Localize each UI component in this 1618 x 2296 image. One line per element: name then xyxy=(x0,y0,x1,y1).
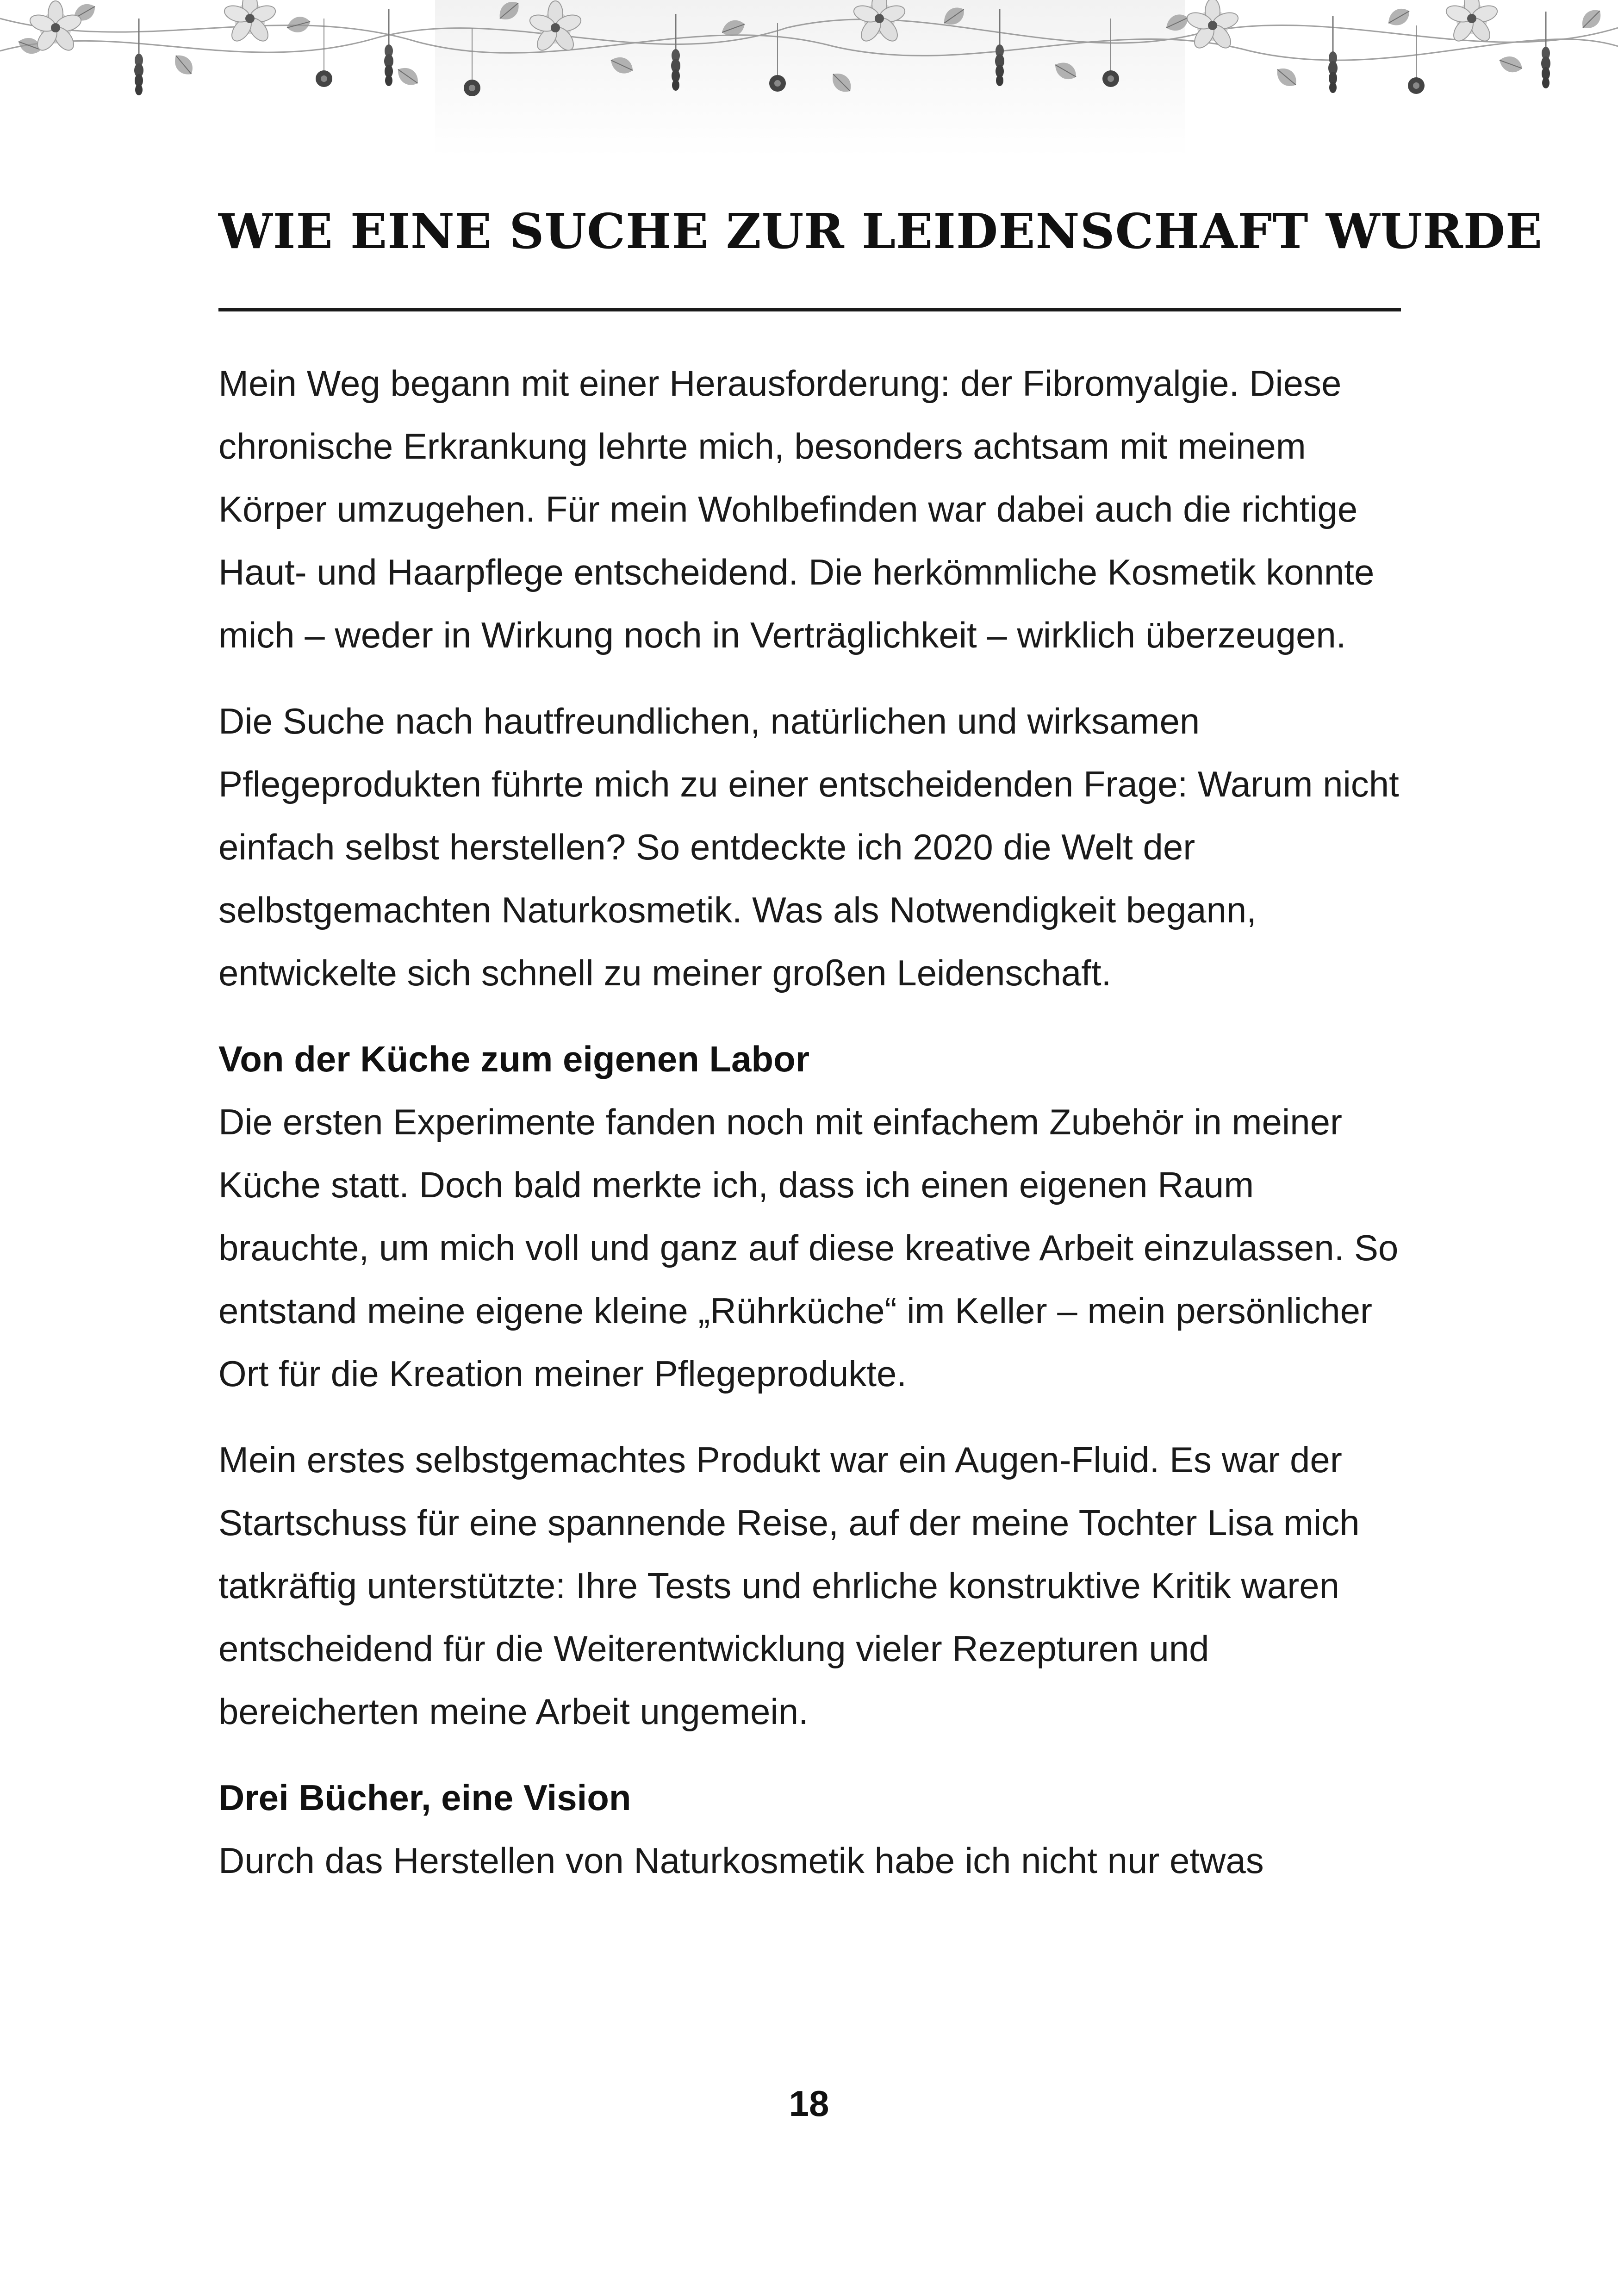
page-number: 18 xyxy=(789,2083,829,2124)
body-text xyxy=(218,352,1403,1915)
section-heading: Von der Küche zum eigenen Labor xyxy=(218,1039,810,1079)
paragraph: Die ersten Experimente fanden noch mit einfachem Zubehör in meiner Küche statt. Doch bald merkte ich, dass ich einen eigenen Raum brauchte, um mich voll und ganz auf diese kreative Arbeit einzulassen. So entstand meine eigene kleine „Rührküche“ im Keller – mein persönlicher Ort für die Kreation meiner Pflegeprodukte. xyxy=(218,1101,1399,1394)
title-divider xyxy=(218,308,1401,311)
page-content xyxy=(218,199,1543,1881)
floral-header-decoration xyxy=(0,0,1618,167)
section-heading: Drei Bücher, eine Vision xyxy=(218,1777,631,1818)
paragraph: Mein Weg begann mit einer Herausforderung: der Fibromyalgie. Diese chronische Erkrankung lehrte mich, besonders achtsam mit meinem Körper umzugehen. Für mein Wohlbefinden war dabei auch die richtige Haut- und Haarpflege entscheidend. Die herkömmliche Kosmetik konnte mich – weder in Wirkung noch in Verträglichkeit – wirklich überzeugen. xyxy=(218,363,1375,655)
floral-border-icon xyxy=(0,0,1618,167)
paragraph: Die Suche nach hautfreundlichen, natürlichen und wirksamen Pflegeprodukten führte mich zu einer entscheidenden Frage: Warum nicht einfach selbst herstellen? So entdeckte ich 2020 die Welt der selbstgemachten Naturkosmetik. Was als Notwendigkeit begann, entwickelte sich schnell zu meiner großen Leidenschaft. xyxy=(218,701,1399,993)
paragraph: Durch das Herstellen von Naturkosmetik habe ich nicht nur etwas xyxy=(218,1840,1264,1881)
page-title: WIE EINE SUCHE ZUR LEIDENSCHAFT WURDE xyxy=(218,203,1543,260)
paragraph: Mein erstes selbstgemachtes Produkt war ein Augen-Fluid. Es war der Startschuss für eine spannende Reise, auf der meine Tochter Lisa mich tatkräftig unterstützte: Ihre Tests und ehrliche konstruktive Kritik waren entscheidend für die Weiterentwicklung vieler Rezepturen und bereicherten meine Arbeit ungemein. xyxy=(218,1439,1360,1732)
